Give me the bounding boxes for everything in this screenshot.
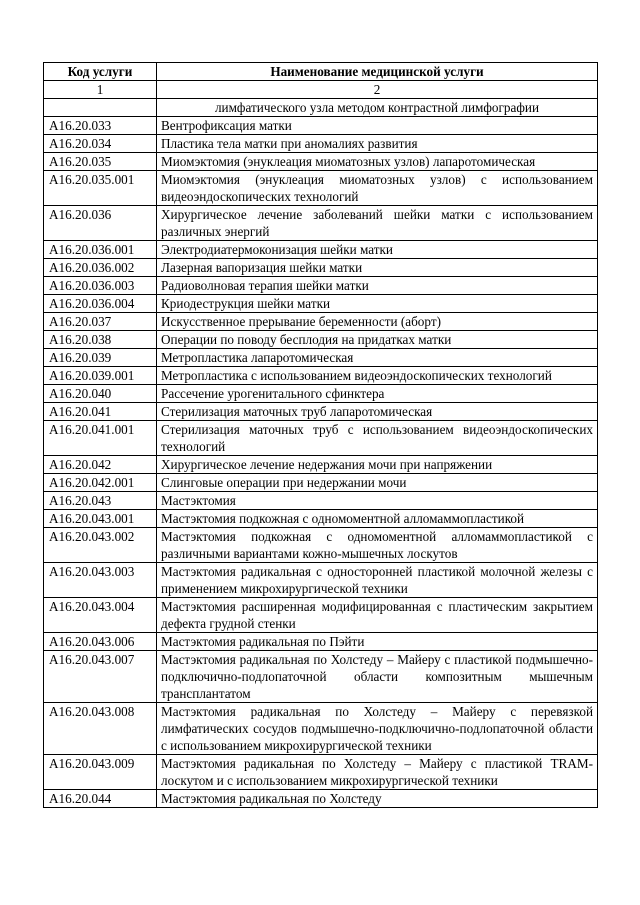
service-code: A16.20.036 [44,206,157,241]
service-code: A16.20.035.001 [44,171,157,206]
table-row [44,206,598,241]
table-row [44,171,598,206]
service-name: Лазерная вапоризация шейки матки [157,259,598,277]
table-row [44,755,598,790]
header-name: Наименование медицинской услуги [157,63,598,81]
service-code: A16.20.036.001 [44,241,157,259]
service-name: Рассечение урогенитального сфинктера [157,385,598,403]
table-row [44,313,598,331]
table-row [44,241,598,259]
service-name: Хирургическое лечение недержания мочи при напряжении [157,456,598,474]
column-number-1: 1 [44,81,157,99]
service-name: Мастэктомия радикальная по Холстеду – Майеру с перевязкой лимфатических сосудов подмышечно-подключично-подлопаточной области с использованием микрохирургической техники [157,703,598,755]
service-code: A16.20.039 [44,349,157,367]
table-row [44,456,598,474]
service-name: Метропластика с использованием видеоэндоскопических технологий [157,367,598,385]
header-code: Код услуги [44,63,157,81]
service-name: Мастэктомия радикальная по Холстеду – Майеру с пластикой TRAM-лоскутом и с использованием микрохирургической техники [157,755,598,790]
table-row [44,277,598,295]
service-code: A16.20.033 [44,117,157,135]
table-row [44,633,598,651]
column-number-row [44,81,598,99]
table-row [44,510,598,528]
service-code: A16.20.043.008 [44,703,157,755]
service-name: Вентрофиксация матки [157,117,598,135]
table-row [44,117,598,135]
service-name: Мастэктомия подкожная с одномоментной алломаммопластикой [157,510,598,528]
table-row [44,474,598,492]
service-code: A16.20.037 [44,313,157,331]
service-code: A16.20.036.003 [44,277,157,295]
table-row [44,385,598,403]
service-code: A16.20.043.004 [44,598,157,633]
service-code: A16.20.038 [44,331,157,349]
table-row [44,598,598,633]
service-name: Пластика тела матки при аномалиях развития [157,135,598,153]
table-row [44,492,598,510]
service-code: A16.20.041.001 [44,421,157,456]
service-code: A16.20.039.001 [44,367,157,385]
table-row [44,349,598,367]
service-name: Стерилизация маточных труб лапаротомическая [157,403,598,421]
header-row [44,63,598,81]
table-row [44,703,598,755]
service-name: Мастэктомия радикальная с односторонней пластикой молочной железы с применением микрохирургической техники [157,563,598,598]
service-code: A16.20.036.002 [44,259,157,277]
service-name: Мастэктомия радикальная по Пэйти [157,633,598,651]
table-row [44,295,598,313]
service-code: A16.20.034 [44,135,157,153]
service-code: A16.20.043 [44,492,157,510]
table-row [44,259,598,277]
service-name: Мастэктомия радикальная по Холстеду – Майеру с пластикой подмышечно-подключично-подлопаточной области композитным мышечным трансплантатом [157,651,598,703]
table-row [44,563,598,598]
service-name: Хирургическое лечение заболеваний шейки матки с использованием различных энергий [157,206,598,241]
service-name: Мастэктомия [157,492,598,510]
service-code: A16.20.041 [44,403,157,421]
service-name: Миомэктомия (энуклеация миоматозных узлов) с использованием видеоэндоскопических технологий [157,171,598,206]
service-name: Миомэктомия (энуклеация миоматозных узлов) лапаротомическая [157,153,598,171]
service-code: A16.20.035 [44,153,157,171]
service-code: A16.20.042 [44,456,157,474]
service-code: A16.20.040 [44,385,157,403]
continuation-code [44,99,157,117]
table-row [44,651,598,703]
service-name: Мастэктомия подкожная с одномоментной алломаммопластикой с различными вариантами кожно-мышечных лоскутов [157,528,598,563]
service-name: Мастэктомия расширенная модифицированная с пластическим закрытием дефекта грудной стенки [157,598,598,633]
document-page [43,62,597,808]
service-code: A16.20.043.002 [44,528,157,563]
continuation-name: лимфатического узла методом контрастной лимфографии [157,99,598,117]
service-name: Метропластика лапаротомическая [157,349,598,367]
service-name: Мастэктомия радикальная по Холстеду [157,790,598,808]
table-row [44,331,598,349]
table-row [44,421,598,456]
service-name: Операции по поводу бесплодия на придатках матки [157,331,598,349]
continuation-row [44,99,598,117]
table-row [44,367,598,385]
service-name: Радиоволновая терапия шейки матки [157,277,598,295]
services-table [43,62,598,808]
service-code: A16.20.042.001 [44,474,157,492]
column-number-2: 2 [157,81,598,99]
service-name: Искусственное прерывание беременности (аборт) [157,313,598,331]
service-code: A16.20.043.006 [44,633,157,651]
table-row [44,528,598,563]
service-name: Электродиатермоконизация шейки матки [157,241,598,259]
service-code: A16.20.036.004 [44,295,157,313]
service-name: Слинговые операции при недержании мочи [157,474,598,492]
service-code: A16.20.043.001 [44,510,157,528]
service-code: A16.20.043.009 [44,755,157,790]
table-row [44,790,598,808]
service-code: A16.20.043.003 [44,563,157,598]
table-row [44,153,598,171]
service-code: A16.20.044 [44,790,157,808]
service-name: Криодеструкция шейки матки [157,295,598,313]
service-code: A16.20.043.007 [44,651,157,703]
table-row [44,135,598,153]
table-row [44,403,598,421]
service-name: Стерилизация маточных труб с использованием видеоэндоскопических технологий [157,421,598,456]
